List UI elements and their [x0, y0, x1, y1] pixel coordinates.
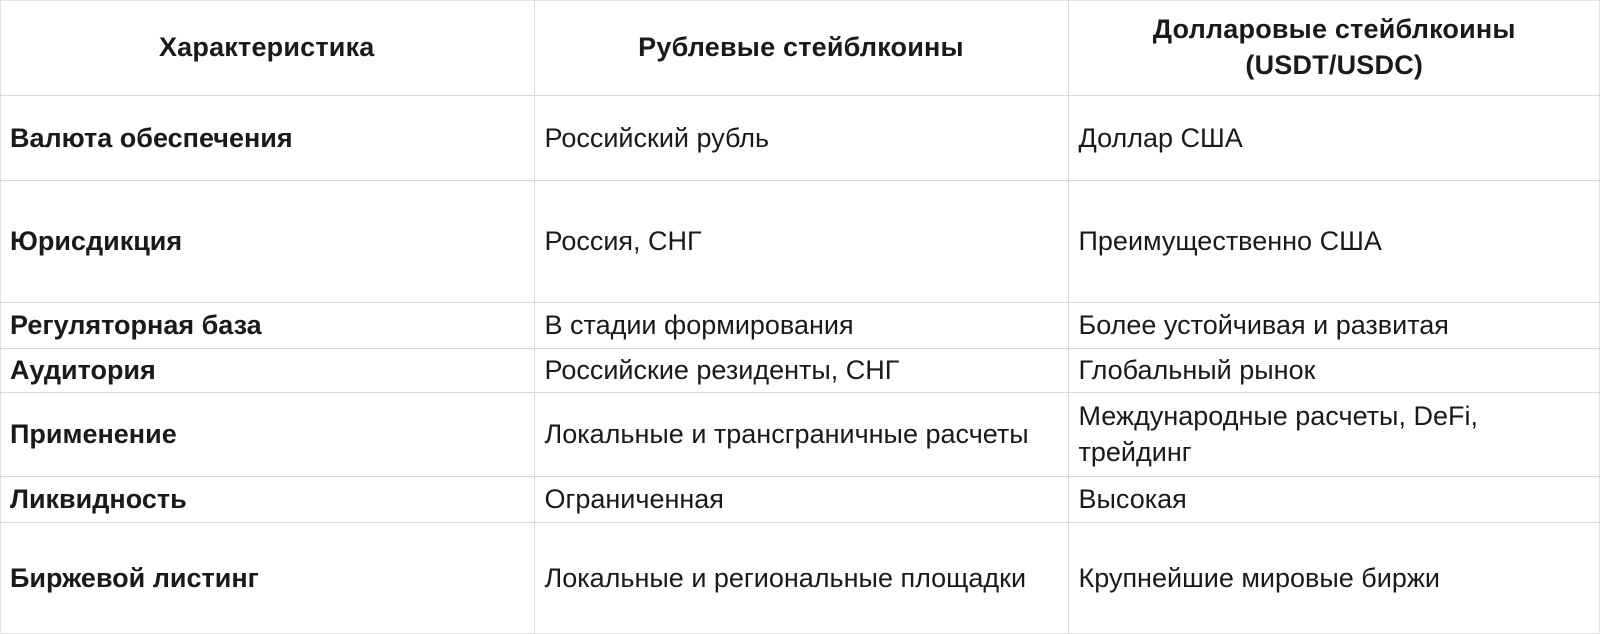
- dollar-cell: Доллар США: [1068, 95, 1600, 180]
- dollar-cell: Глобальный рынок: [1068, 348, 1600, 392]
- table-row: [0, 348, 1600, 392]
- row-label: Применение: [0, 392, 534, 476]
- ruble-cell: Ограниченная: [534, 476, 1068, 522]
- row-label: Регуляторная база: [0, 302, 534, 348]
- row-label: Ликвидность: [0, 476, 534, 522]
- ruble-cell: Россия, СНГ: [534, 180, 1068, 302]
- ruble-cell: Локальные и региональные площадки: [534, 522, 1068, 634]
- dollar-cell: Международные расчеты, DeFi, трейдинг: [1068, 392, 1600, 476]
- table-row: [0, 522, 1600, 634]
- table-row: [0, 95, 1600, 180]
- dollar-cell: Преимущественно США: [1068, 180, 1600, 302]
- row-label: Биржевой листинг: [0, 522, 534, 634]
- table-header: [0, 0, 1600, 95]
- table-row: [0, 302, 1600, 348]
- table-body: [0, 95, 1600, 634]
- ruble-cell: Локальные и трансграничные расчеты: [534, 392, 1068, 476]
- column-header-ruble-stablecoins: Рублевые стейблкоины: [534, 0, 1068, 95]
- table-row: [0, 476, 1600, 522]
- table-row: [0, 392, 1600, 476]
- row-label: Юрисдикция: [0, 180, 534, 302]
- ruble-cell: Российский рубль: [534, 95, 1068, 180]
- column-header-characteristic: Характеристика: [0, 0, 534, 95]
- dollar-cell: Более устойчивая и развитая: [1068, 302, 1600, 348]
- dollar-cell: Крупнейшие мировые биржи: [1068, 522, 1600, 634]
- ruble-cell: Российские резиденты, СНГ: [534, 348, 1068, 392]
- table-row: [0, 180, 1600, 302]
- dollar-cell: Высокая: [1068, 476, 1600, 522]
- row-label: Валюта обеспечения: [0, 95, 534, 180]
- ruble-cell: В стадии формирования: [534, 302, 1068, 348]
- header-row: [0, 0, 1600, 95]
- column-header-dollar-stablecoins: Долларовые стейблкоины (USDT/USDC): [1068, 0, 1600, 95]
- row-label: Аудитория: [0, 348, 534, 392]
